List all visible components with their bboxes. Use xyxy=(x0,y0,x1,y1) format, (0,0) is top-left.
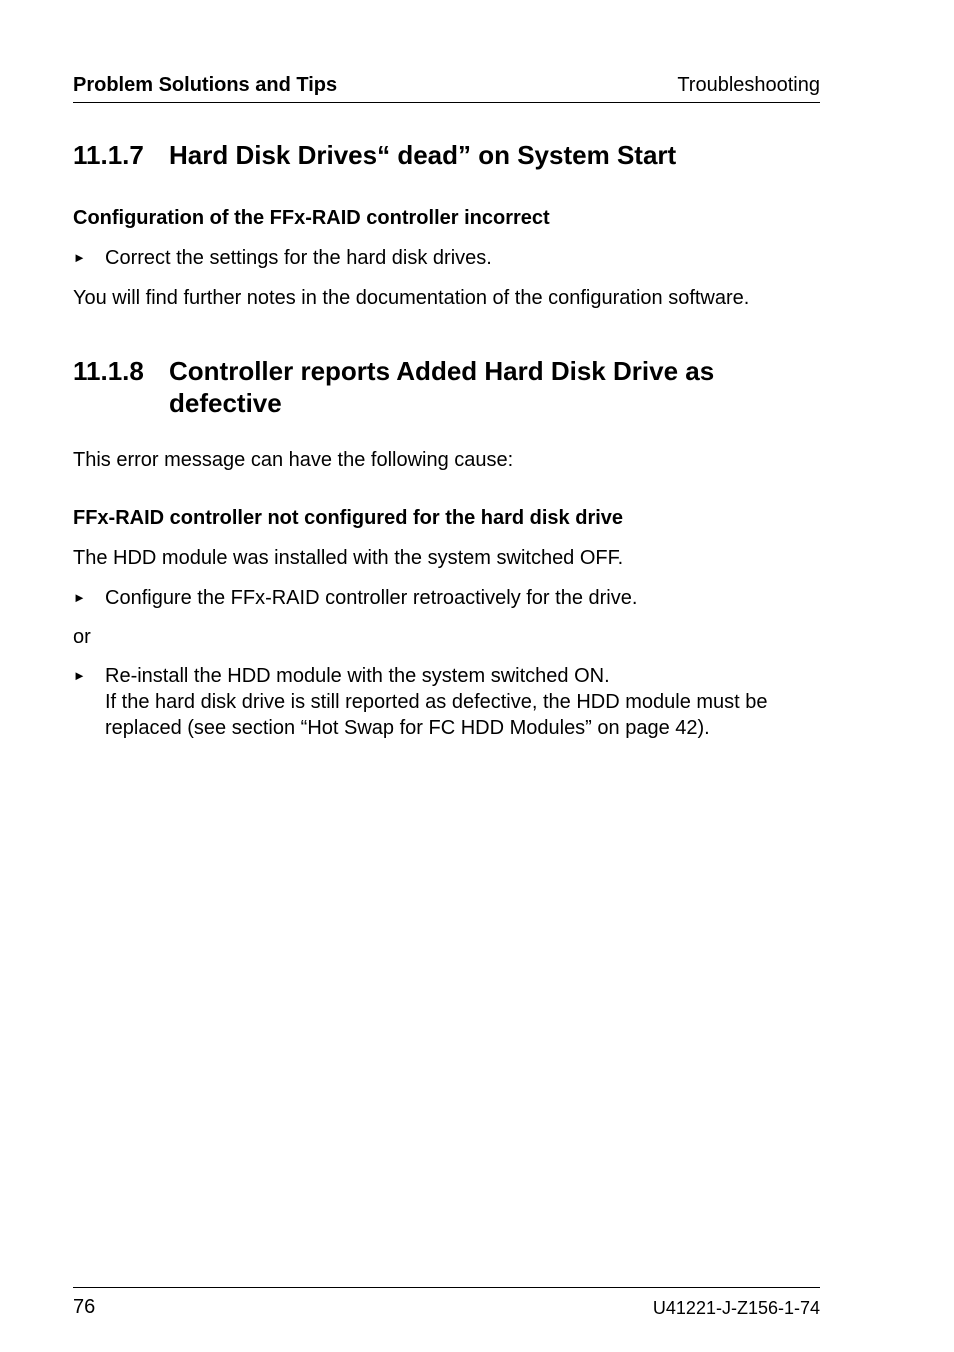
section-title: Hard Disk Drives“ dead” on System Start xyxy=(169,140,677,170)
step-text: Re-install the HDD module with the system switched ON. xyxy=(105,665,610,687)
section-number: 11.1.7 xyxy=(73,140,144,170)
section-heading-11-1-7 xyxy=(73,139,809,171)
step-configure-controller xyxy=(73,585,833,611)
running-header xyxy=(73,72,820,103)
step-reinstall-module xyxy=(73,663,833,741)
header-chapter-title: Problem Solutions and Tips xyxy=(73,74,338,96)
further-notes-paragraph: You will find further notes in the documentation of the configuration software. xyxy=(73,287,750,309)
section-heading-11-1-8 xyxy=(73,355,809,419)
step-correct-settings xyxy=(73,245,833,271)
page-number: 76 xyxy=(73,1296,96,1318)
section-title: Controller reports Added Hard Disk Drive as defective xyxy=(169,356,715,418)
cause-paragraph: The HDD module was installed with the system switched OFF. xyxy=(73,547,624,569)
step-followup-text: If the hard disk drive is still reported as defective, the HDD module must be replaced (see section “Hot Swap for FC HDD Modules” on page 42). xyxy=(105,691,768,739)
step-text: Configure the FFx-RAID controller retroactively for the drive. xyxy=(105,587,638,609)
bullet-arrow-icon: ► xyxy=(73,590,86,605)
subheading-config-incorrect: Configuration of the FFx-RAID controller incorrect xyxy=(73,207,550,229)
bullet-arrow-icon: ► xyxy=(73,668,86,683)
intro-paragraph: This error message can have the following cause: xyxy=(73,449,514,471)
header-section-title: Troubleshooting xyxy=(677,74,820,96)
or-paragraph: or xyxy=(73,626,91,648)
bullet-arrow-icon: ► xyxy=(73,250,86,265)
step-text: Correct the settings for the hard disk drives. xyxy=(105,247,492,269)
document-id: U41221-J-Z156-1-74 xyxy=(652,1298,820,1318)
section-number: 11.1.8 xyxy=(73,356,144,386)
running-footer xyxy=(73,1287,820,1328)
subheading-not-configured: FFx-RAID controller not configured for the hard disk drive xyxy=(73,507,624,529)
